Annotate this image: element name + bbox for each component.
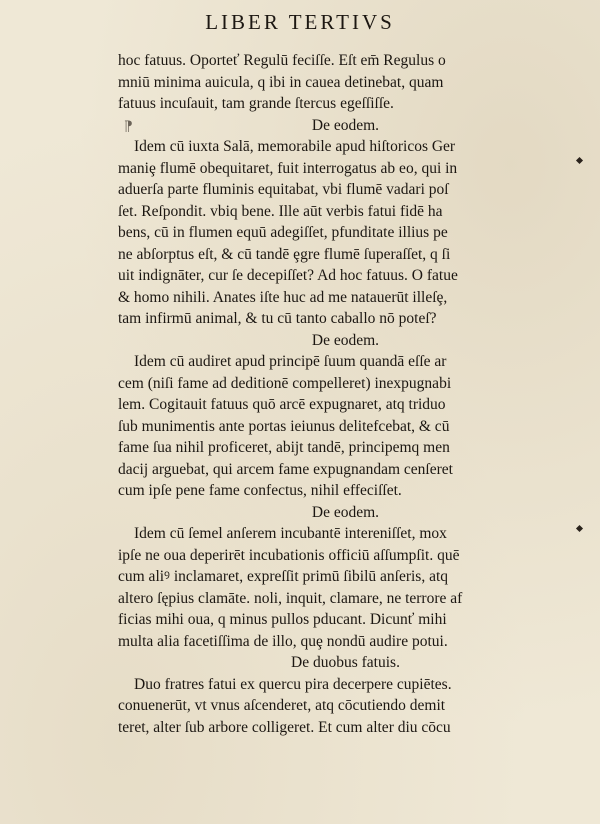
text-line: ſet. Reſpondit. vbiq bene. Ille aūt verbis fatui fidē ha (118, 202, 443, 220)
margin-dot-icon (576, 157, 583, 164)
text-line: Idem cū audiret apud principē ſuum quandā eſſe ar (134, 353, 447, 370)
text-line: mniū minima auicula, q ibi in cauea detinebat, quam (118, 73, 444, 91)
section-heading: De eodem. (311, 503, 380, 521)
text-line: maniȩ flumē obequitaret, fuit interrogatus ab eo, qui in (118, 159, 458, 177)
text-line: lem. Cogitauit fatuus quō arcē expugnaret, atq triduo (118, 396, 446, 413)
text-line: cem (niſi fame ad deditionē compelleret) inexpugnabi (118, 374, 452, 392)
text-line: Idem cū ſemel anſerem incubantē intereniſſet, mox (134, 525, 447, 542)
text-line: ipſe ne oua deperirēt incubationis officiū aſſumpſit. quē (118, 546, 460, 564)
text-line: cum aliꝰ inclamaret, expreſſit primū ſibilū anſeris, atq (118, 568, 449, 585)
text-line: multa alia facetiſſima de illo, quȩ nondū audire potui. (118, 632, 448, 650)
text-line: conuenerūt, vt vnus aſcenderet, atq cōcutiendo demit (118, 697, 446, 714)
margin-mark-icon: ⁋ (124, 120, 133, 135)
margin-dot-icon (576, 525, 583, 532)
section-heading: De duobus fatuis. (291, 654, 400, 671)
text-line: uit indignāter, cur ſe decepiſſet? Ad hoc fatuus. O fatue (118, 267, 458, 284)
text-line: fame ſua nihil proficeret, abijt tandē, principemq men (118, 439, 450, 456)
text-line: hoc fatuus. Oporteť Regulū feciſſe. Eſt em̄ Regulus o (118, 52, 446, 69)
section-heading: De eodem. (311, 116, 380, 134)
text-line: ne abſorptus eſt, & cū tandē ȩgre flumē ſuperaſſet, q ſi (118, 245, 451, 263)
text-line: teret, alter ſub arbore colligeret. Et cum alter diu cōcu (118, 718, 451, 736)
text-line: & homo nihili. Anates iſte huc ad me natauerūt illeſȩ, (118, 288, 448, 306)
text-line: aduerſa parte fluminis equitabat, vbi flumē vadari poſ (118, 181, 449, 198)
text-line: Duo fratres fatui ex quercu pira decerpere cupiētes. (134, 675, 452, 693)
text-line: cum ipſe pene fame confectus, nihil effeciſſet. (118, 482, 402, 499)
text-line: ſub munimentis ante portas ieiunus delitefcebat, & cū (118, 417, 450, 435)
text-block (118, 50, 573, 738)
text-line: bens, cū in flumen equū adegiſſet, pfunditate illius pe (118, 224, 448, 241)
text-line: Idem cū iuxta Salā, memorabile apud hiſtoricos Ger (134, 138, 456, 155)
text-line: altero ſępius clamāte. noli, inquit, clamare, ne terrore af (118, 589, 463, 607)
text-line: tam infirmū animal, & tu cū tanto caballo nō poteſ? (118, 310, 437, 327)
text-line: fatuus incuſauit, tam grande ſtercus egeſſiſſe. (118, 95, 394, 112)
text-line: dacij arguebat, qui arcem fame expugnandam cenſeret (118, 460, 453, 478)
running-header: LIBER TERTIVS (205, 10, 395, 34)
section-heading: De eodem. (311, 331, 380, 349)
text-line: ficias mihi oua, q minus pullos pducant. Dicunť mihi (118, 611, 447, 628)
